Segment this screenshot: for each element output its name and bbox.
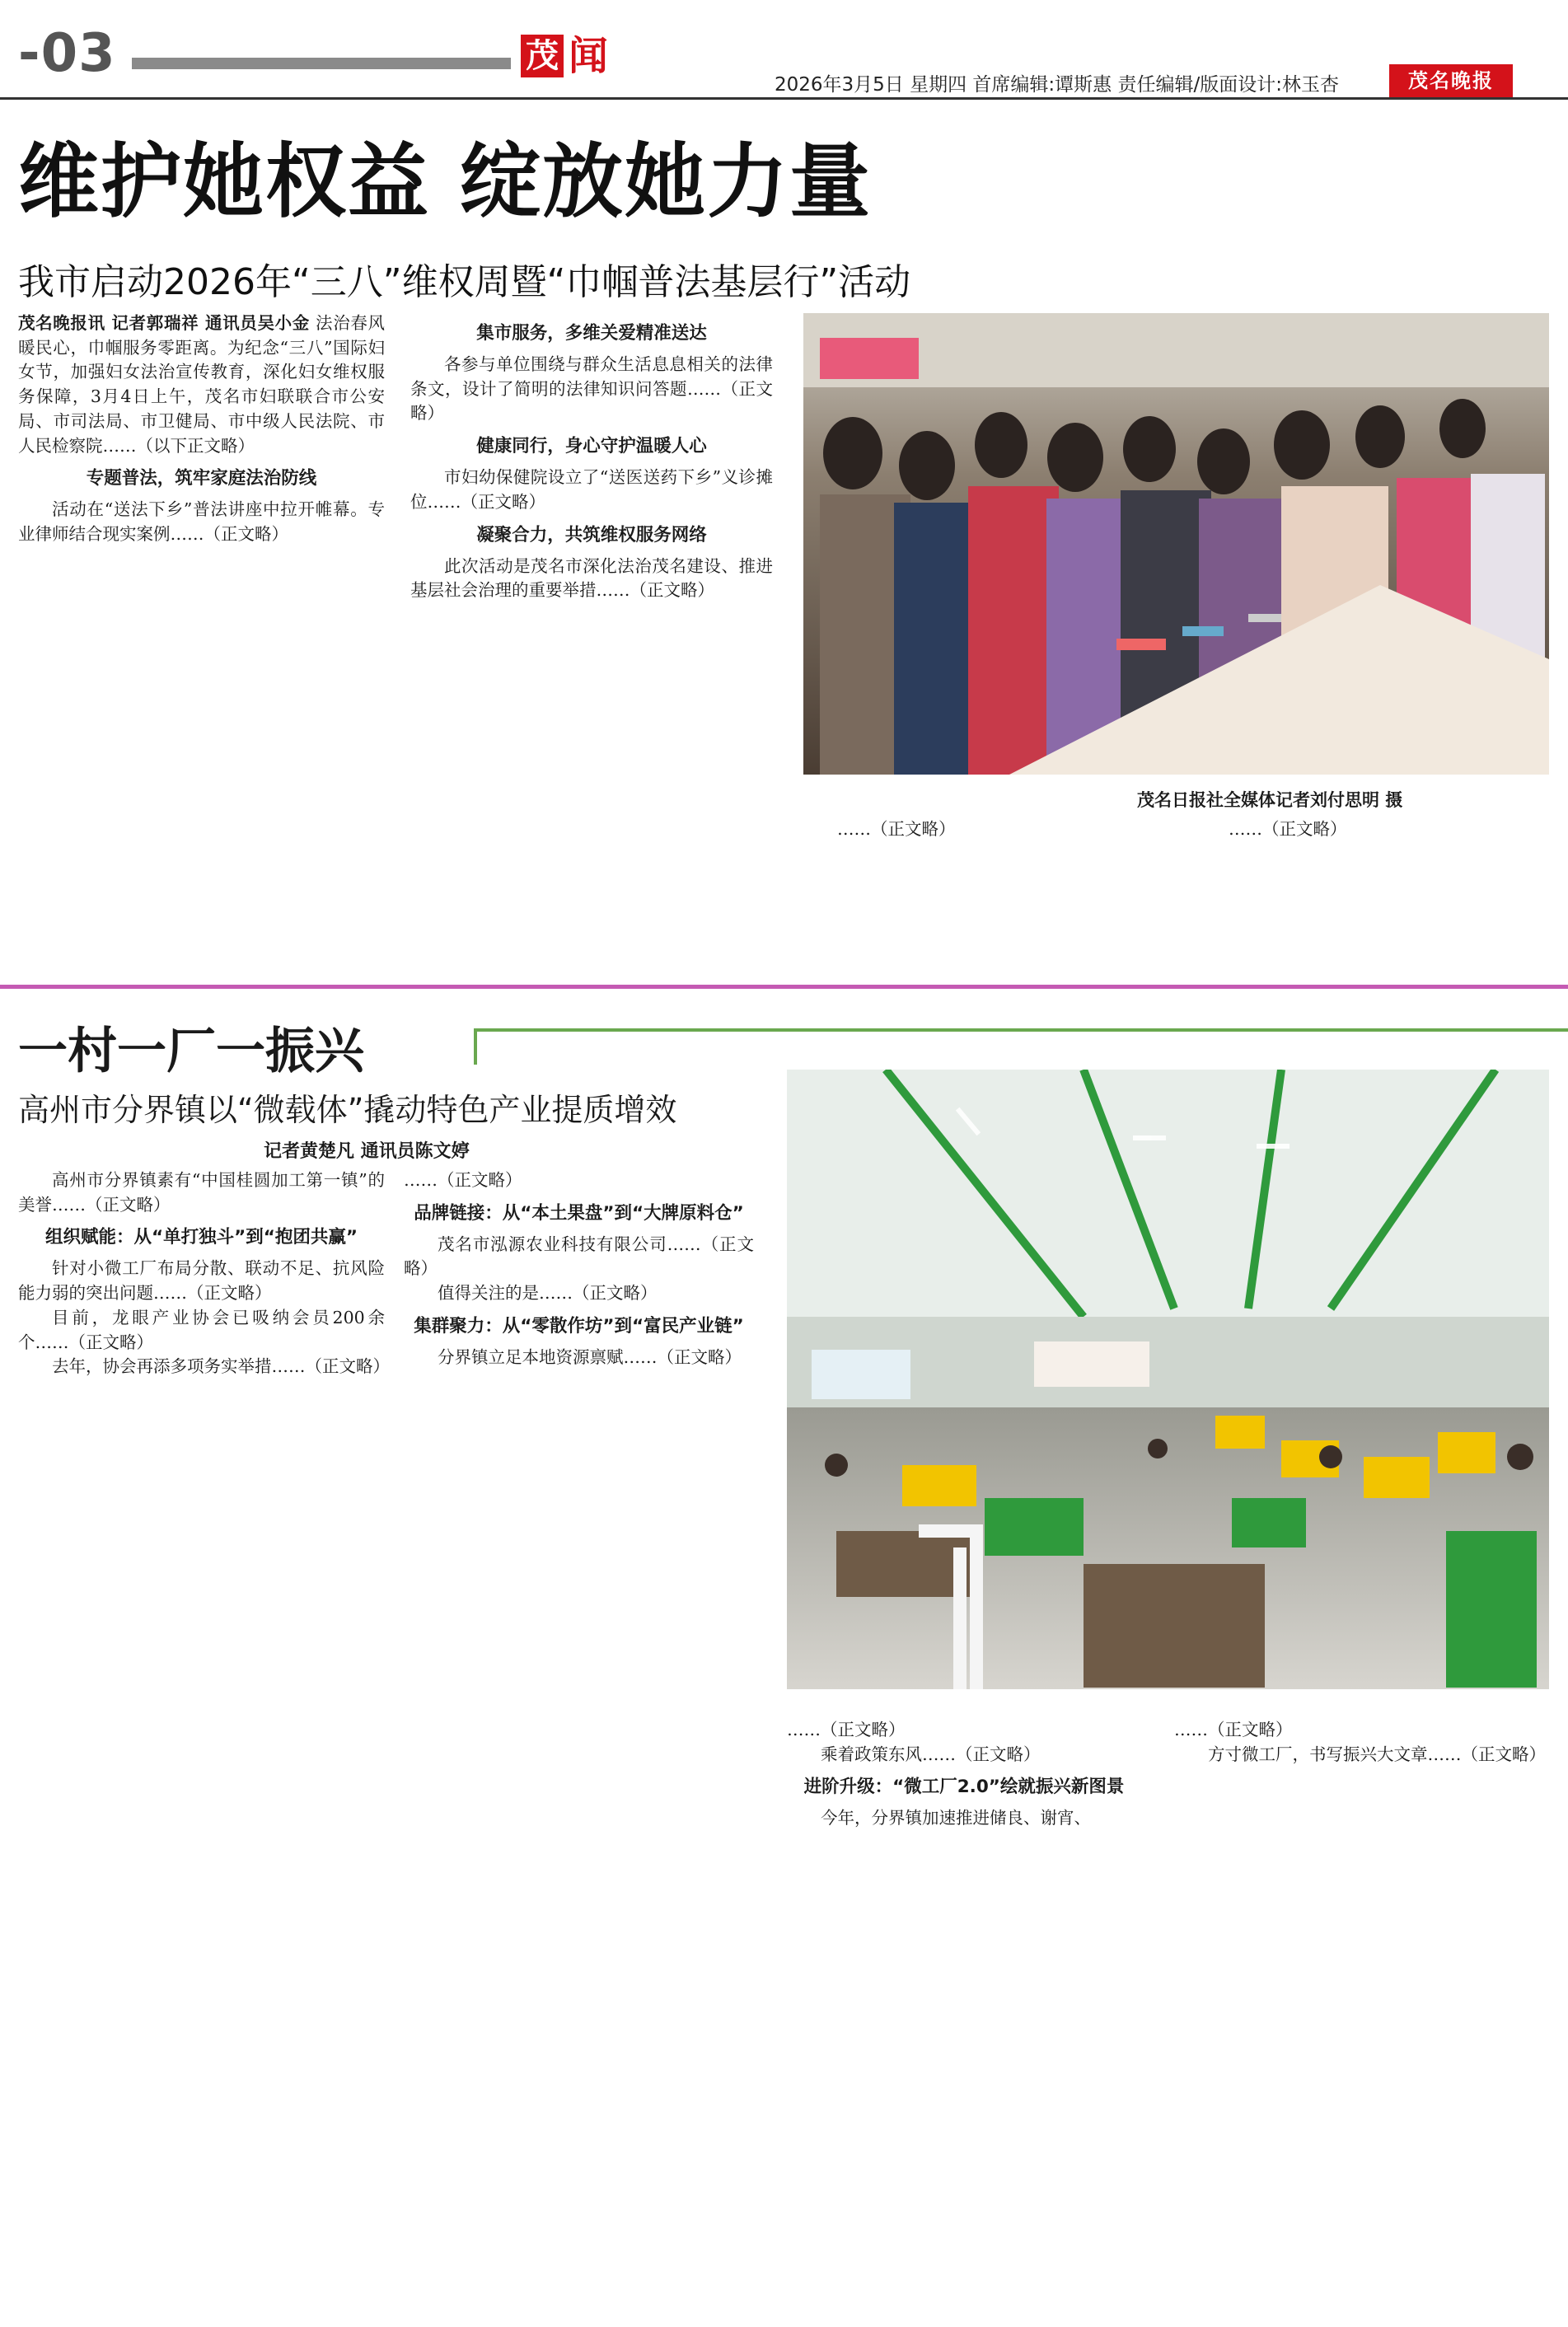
brand-logo: 茂名晚报	[1389, 64, 1513, 97]
story1-subheading: 专题普法，筑牢家庭法治防线	[86, 468, 317, 489]
date-editors-line: 2026年3月5日 星期四 首席编辑:谭斯惠 责任编辑/版面设计:林玉杏	[775, 74, 1339, 96]
story2-accent-rule	[474, 1028, 1568, 1032]
story1-headline: 维护她权益 绽放她力量	[18, 135, 873, 229]
story2-photo	[787, 1070, 1549, 1689]
story2-paragraph: 针对小微工厂布局分散、联动不足、抗风险能力弱的突出问题……（正文略）	[18, 1258, 385, 1304]
story2-paragraph: 方寸微工厂，书写振兴大文章……（正文略）	[1208, 1744, 1546, 1764]
story1-paragraph: 活动在“送法下乡”普法讲座中拉开帷幕。专业律师结合现实案例……（正文略）	[18, 499, 385, 544]
story2-subheading: 进阶升级：“微工厂2.0”绘就振兴新图景	[803, 1777, 1125, 1798]
story1-subheading: 集市服务，多维关爱精准送达	[476, 323, 707, 344]
story2-paragraph: 乘着政策东风……（正文略）	[821, 1744, 1041, 1764]
section-logo-char-b: 闻	[569, 33, 609, 79]
story2-subheading: 集群聚力：从“零散作坊”到“富民产业链”	[414, 1315, 744, 1337]
story2-paragraph: 目前，龙眼产业协会已吸纳会员200余个……（正文略）	[18, 1307, 385, 1352]
story2-column-2	[404, 1168, 754, 1370]
story-divider	[0, 985, 1568, 989]
story2-subheading: 品牌链接：从“本土果盘”到“大牌原料仓”	[414, 1202, 744, 1224]
story1-lead-paragraph	[18, 311, 385, 458]
story1-paragraph: 市妇幼保健院设立了“送医送药下乡”义诊摊位……（正文略）	[410, 467, 773, 512]
story2-subheading: 组织赋能：从“单打独斗”到“抱团共赢”	[44, 1227, 358, 1248]
story1-column-1	[18, 311, 385, 547]
story1-paragraph: ……（正文略）	[837, 819, 956, 839]
story2-accent-bar	[474, 1028, 477, 1065]
story1-subhead: 我市启动2026年“三八”维权周暨“巾帼普法基层行”活动	[18, 261, 911, 303]
section-logo	[521, 26, 618, 87]
story2-byline: 记者黄楚凡 通讯员陈文婷	[264, 1141, 470, 1162]
story1-column-4	[1195, 817, 1549, 842]
story1-paragraph: 各参与单位围绕与群众生活息息相关的法律条文，设计了简明的法律知识问答题……（正文略）	[410, 354, 773, 424]
story2-paragraph: 高州市分界镇素有“中国桂圆加工第一镇”的美誉……（正文略）	[18, 1170, 385, 1215]
story2-paragraph: ……（正文略）	[787, 1720, 906, 1739]
story2-paragraph: ……（正文略）	[1174, 1720, 1293, 1739]
story1-subheading: 凝聚合力，共筑维权服务网络	[476, 524, 707, 545]
story2-paragraph: 值得关注的是……（正文略）	[438, 1283, 658, 1304]
event-crowd-photo	[803, 313, 1549, 775]
story2-column-1	[18, 1168, 390, 1379]
story2-paragraph: 分界镇立足本地资源禀赋……（正文略）	[438, 1346, 742, 1367]
story2-column-3	[787, 1718, 1141, 1831]
story1-photo-caption: 茂名日报社全媒体记者刘付思明 摄	[1137, 790, 1403, 810]
story1-column-3	[803, 817, 1158, 842]
story2-subhead: 高州市分界镇以“微载体”撬动特色产业提质增效	[18, 1092, 677, 1128]
story2-headline: 一村一厂一振兴	[18, 1023, 364, 1080]
header-rule	[0, 97, 1568, 100]
story1-photo	[803, 313, 1549, 775]
story1-column-2	[410, 321, 773, 603]
story2-paragraph: 茂名市泓源农业科技有限公司……（正文略）	[404, 1234, 754, 1279]
story2-paragraph: 今年，分界镇加速推进储良、谢宵、	[821, 1808, 1091, 1828]
factory-workshop-photo	[787, 1070, 1549, 1689]
story2-column-4	[1174, 1718, 1549, 1767]
story1-dateline: 茂名晚报讯 记者郭瑞祥 通讯员吴小金	[18, 313, 310, 333]
story2-paragraph: ……（正文略）	[404, 1170, 522, 1190]
story2-paragraph: 去年，协会再添多项务实举措……（正文略）	[52, 1356, 390, 1377]
section-logo-char-a: 茂	[521, 35, 564, 77]
section-rule	[132, 58, 511, 69]
story1-subheading: 健康同行，身心守护温暖人心	[476, 436, 707, 457]
story1-paragraph: ……（正文略）	[1229, 819, 1347, 839]
page-number: -03	[18, 23, 116, 84]
story1-paragraph: 此次活动是茂名市深化法治茂名建设、推进基层社会治理的重要举措……（正文略）	[410, 555, 773, 601]
story1-lead-text: 法治春风暖民心，巾帼服务零距离。为纪念“三八”国际妇女节，加强妇女法治宣传教育，深化妇女维权服务保障，3月4日上午，茂名市妇联联合市公安局、市司法局、市卫健局、市中级人民法院、市人民检察院……（以下正文略）	[18, 313, 385, 456]
